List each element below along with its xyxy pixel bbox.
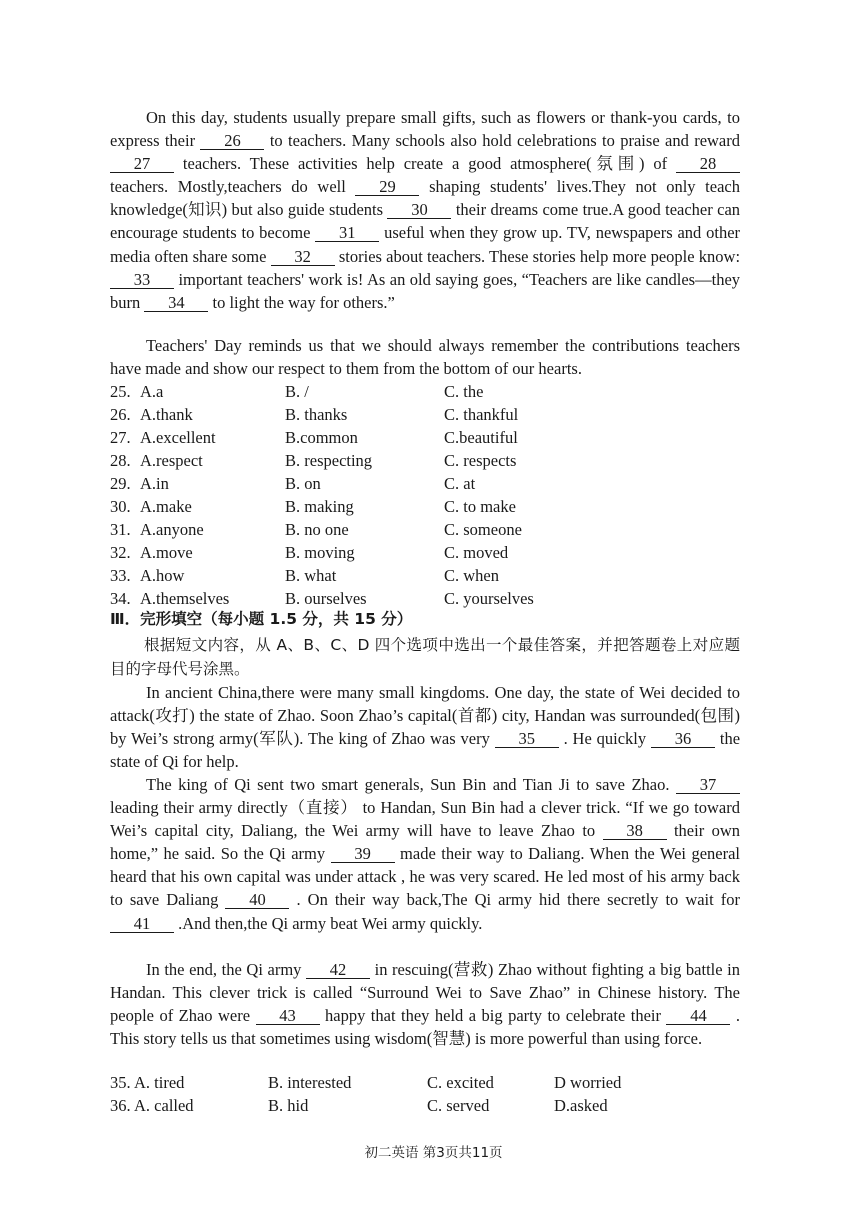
- blank-32: 32: [271, 248, 335, 266]
- option-c: C. to make: [444, 497, 516, 516]
- option-b: B. moving: [285, 543, 355, 562]
- option-row-27: [110, 426, 750, 449]
- question-number: 27.: [110, 428, 131, 447]
- passage2-paragraph1: [110, 681, 740, 773]
- text-segment: to teachers. Many schools also hold celebrations to praise and reward: [269, 131, 741, 151]
- passage2-paragraph2: [110, 773, 740, 935]
- passage1-paragraph2: Teachers' Day reminds us that we should always remember the contributions teachers have made and show our respect to them from the bottom of our hearts.: [110, 336, 740, 379]
- option-a: A.excellent: [140, 428, 216, 447]
- option-a: A. called: [134, 1096, 194, 1115]
- option-a: A.move: [140, 543, 193, 562]
- option-a: A.in: [140, 474, 169, 493]
- question-number: 34.: [110, 589, 131, 608]
- option-c: C. moved: [444, 543, 509, 562]
- question-number: 26.: [110, 405, 131, 424]
- text-segment: stories about teachers. These stories help more people know:: [338, 246, 741, 266]
- option-a: A.a: [140, 382, 164, 401]
- passage2-paragraph3: [110, 958, 740, 1050]
- question-number: 30.: [110, 497, 131, 516]
- option-row-33: [110, 564, 750, 587]
- option-d: D.asked: [554, 1096, 608, 1115]
- option-b: B. ourselves: [285, 589, 367, 608]
- blank-43: 43: [256, 1007, 320, 1025]
- section-title: Ⅲ．完形填空（每小题 1.5 分，共 15 分）: [110, 610, 413, 628]
- text-segment: important teachers' work is! As an old saying goes, “Teachers are like candles—they burn: [110, 269, 741, 312]
- text-segment: . On their way back,The Qi army hid there secretly to wait for: [296, 890, 740, 910]
- option-row-31: [110, 518, 750, 541]
- option-b: B. on: [285, 474, 321, 493]
- blank-31: 31: [315, 224, 379, 242]
- option-c: C. when: [444, 566, 499, 585]
- blank-41: 41: [110, 915, 174, 933]
- question-number: 25.: [110, 382, 131, 401]
- text-segment: teachers. These activities help create a good atmosphere(氛围) of: [182, 154, 668, 174]
- text-segment: On this day, students usually prepare small gifts, such as flowers or thank-you cards, to express their: [110, 108, 740, 151]
- blank-30: 30: [387, 201, 451, 219]
- text-segment: the state of Qi for help.: [110, 729, 741, 772]
- option-b: B.common: [285, 428, 358, 447]
- option-row-36: [110, 1094, 750, 1117]
- option-c: C.beautiful: [444, 428, 518, 447]
- blank-42: 42: [306, 961, 370, 979]
- blank-40: 40: [225, 891, 289, 909]
- blank-44: 44: [666, 1007, 730, 1025]
- blank-28: 28: [676, 155, 740, 173]
- text-segment: . This story tells us that sometimes using wisdom(智慧) is more powerful than using force.: [110, 1006, 741, 1049]
- blank-33: 33: [110, 271, 174, 289]
- option-row-25: [110, 380, 750, 403]
- question-number: 32.: [110, 543, 131, 562]
- blank-34: 34: [144, 294, 208, 312]
- option-c: C. thankful: [444, 405, 519, 424]
- blank-36: 36: [651, 730, 715, 748]
- blank-35: 35: [495, 730, 559, 748]
- option-b: B. no one: [285, 520, 349, 539]
- text-segment: . He quickly: [563, 729, 647, 749]
- text-segment: their own home,” he said. So the Qi army: [110, 821, 741, 864]
- option-b: B. thanks: [285, 405, 348, 424]
- option-c: C. someone: [444, 520, 522, 539]
- option-b: B. hid: [268, 1096, 309, 1115]
- option-c: C. excited: [427, 1073, 494, 1092]
- option-a: A.how: [140, 566, 185, 585]
- option-row-28: [110, 449, 750, 472]
- option-c: C. served: [427, 1096, 490, 1115]
- option-c: C. at: [444, 474, 476, 493]
- section-instruction: 根据短文内容，从 A、B、C、D 四个选项中选出一个最佳答案，并把答题卷上对应题目的字母代号涂黑。: [110, 636, 740, 678]
- option-c: C. respects: [444, 451, 517, 470]
- option-b: B. interested: [268, 1073, 352, 1092]
- option-a: A.themselves: [140, 589, 230, 608]
- blank-39: 39: [331, 845, 395, 863]
- blank-26: 26: [200, 132, 264, 150]
- option-b: B. /: [285, 382, 309, 401]
- blank-27: 27: [110, 155, 174, 173]
- text-segment: in rescuing(营救) Zhao without fighting a big battle in Handan. This clever trick is called “Surround Wei to Save Zhao” in Chinese history. The people of Zhao were: [110, 960, 741, 1026]
- option-a: A.make: [140, 497, 192, 516]
- blank-38: 38: [603, 822, 667, 840]
- text-segment: The king of Qi sent two smart generals, Sun Bin and Tian Ji to save Zhao.: [146, 775, 670, 794]
- text-segment: In the end, the Qi army: [146, 960, 302, 979]
- text-segment: In ancient China,there were many small kingdoms. One day, the state of Wei decided to attack(攻打) the state of Zhao. Soon Zhao’s capital(首都) city, Handan was surrounded(包围) by Wei’s strong army(军队). The king of Zhao was very: [110, 683, 740, 749]
- question-number: 35.: [110, 1073, 131, 1092]
- question-number: 29.: [110, 474, 131, 493]
- blank-29: 29: [355, 178, 419, 196]
- option-a: A. tired: [134, 1073, 185, 1092]
- page-footer: 初二英语 第3页共11页: [364, 1145, 503, 1161]
- text-segment: .And then,the Qi army beat Wei army quickly.: [178, 913, 483, 933]
- text-segment: useful when they grow up. TV, newspapers and other media often share some: [110, 223, 741, 266]
- option-b: B. making: [285, 497, 354, 516]
- option-a: A.anyone: [140, 520, 204, 539]
- option-row-35: [110, 1071, 750, 1094]
- option-row-30: [110, 495, 750, 518]
- option-a: A.respect: [140, 451, 203, 470]
- text-segment: to light the way for others.”: [212, 292, 395, 312]
- option-b: B. what: [285, 566, 337, 585]
- option-row-34: [110, 587, 750, 610]
- text-segment: their dreams come true.A good teacher can encourage students to become: [110, 200, 741, 243]
- text-segment: teachers. Mostly,teachers do well: [110, 177, 346, 197]
- option-row-32: [110, 541, 750, 564]
- option-b: B. respecting: [285, 451, 373, 470]
- option-row-26: [110, 403, 750, 426]
- question-number: 31.: [110, 520, 131, 539]
- option-c: C. the: [444, 382, 484, 401]
- blank-37: 37: [676, 776, 740, 794]
- text-segment: made their way to Daliang. When the Wei general heard that his own capital was under attack , he was very scared. He led most of his army back to save Daliang: [110, 844, 741, 910]
- question-number: 28.: [110, 451, 131, 470]
- option-a: A.thank: [140, 405, 193, 424]
- text-segment: shaping students' lives.They not only teach knowledge(知识) but also guide students: [110, 177, 740, 220]
- option-c: C. yourselves: [444, 589, 534, 608]
- option-d: D worried: [554, 1073, 622, 1092]
- question-number: 33.: [110, 566, 131, 585]
- passage1-paragraph1: [110, 106, 740, 314]
- option-row-29: [110, 472, 750, 495]
- text-segment: happy that they held a big party to celebrate their: [325, 1006, 661, 1026]
- question-number: 36.: [110, 1096, 131, 1115]
- text-segment: leading their army directly（直接） to Handan, Sun Bin had a clever trick. “If we go toward Wei’s capital city, Daliang, the Wei army will have to leave Zhao to: [110, 798, 740, 841]
